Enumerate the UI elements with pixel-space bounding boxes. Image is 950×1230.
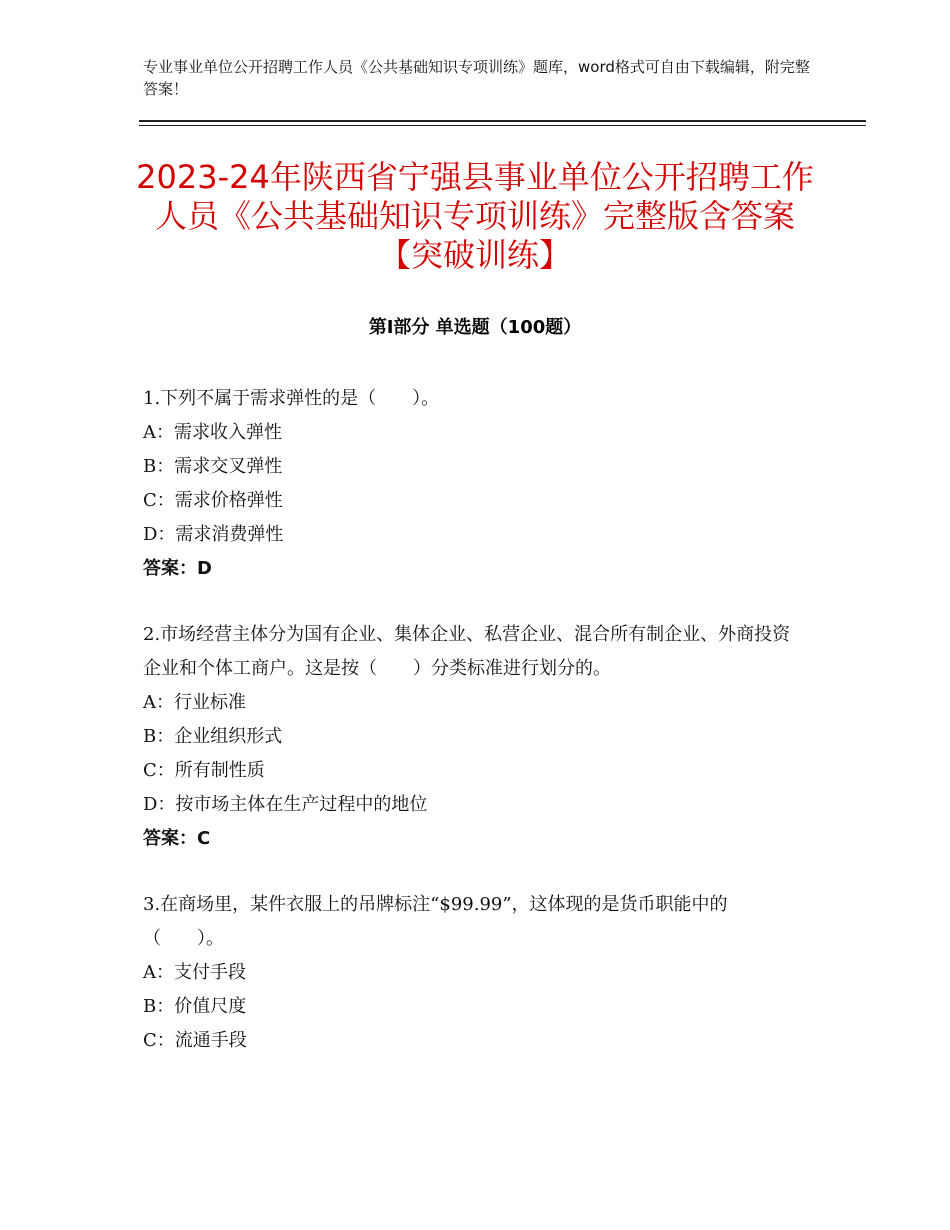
header-rule-thin [139,125,866,126]
question-stem: 1.下列不属于需求弹性的是（ ）。 [143,388,440,409]
option-c: C：需求价格弹性 [143,490,283,511]
option-a: A：需求收入弹性 [143,422,282,443]
document-title: 2023-24年陕西省宁强县事业单位公开招聘工作人员《公共基础知识专项训练》完整版含答案【突破训练】 [136,158,814,274]
question-1 [143,382,803,586]
option-b: B：需求交叉弹性 [143,456,283,477]
option-a: A：支付手段 [143,962,246,983]
section-heading: 第Ⅰ部分 单选题（100题） [368,317,582,338]
option-c: C：流通手段 [143,1030,247,1051]
question-stem: 2.市场经营主体分为国有企业、集体企业、私营企业、混合所有制企业、外商投资企业和个体工商户。这是按（ ）分类标准进行划分的。 [143,624,791,679]
option-c: C：所有制性质 [143,760,265,781]
answer-line: 答案：C [143,828,211,849]
header-rule-thick [139,120,866,122]
answer-line: 答案：D [143,558,212,579]
question-3 [143,888,803,1058]
option-a: A：行业标准 [143,692,246,713]
option-d: D：按市场主体在生产过程中的地位 [143,794,428,815]
header-note: 专业事业单位公开招聘工作人员《公共基础知识专项训练》题库，word格式可自由下载编辑，附完整答案！ [143,58,810,98]
option-b: B：价值尺度 [143,996,247,1017]
question-stem: 3.在商场里，某件衣服上的吊牌标注“$99.99”，这体现的是货币职能中的（ ）。 [143,894,728,949]
option-d: D：需求消费弹性 [143,524,284,545]
question-2 [143,618,803,856]
option-b: B：企业组织形式 [143,726,283,747]
question-list [143,382,803,1090]
